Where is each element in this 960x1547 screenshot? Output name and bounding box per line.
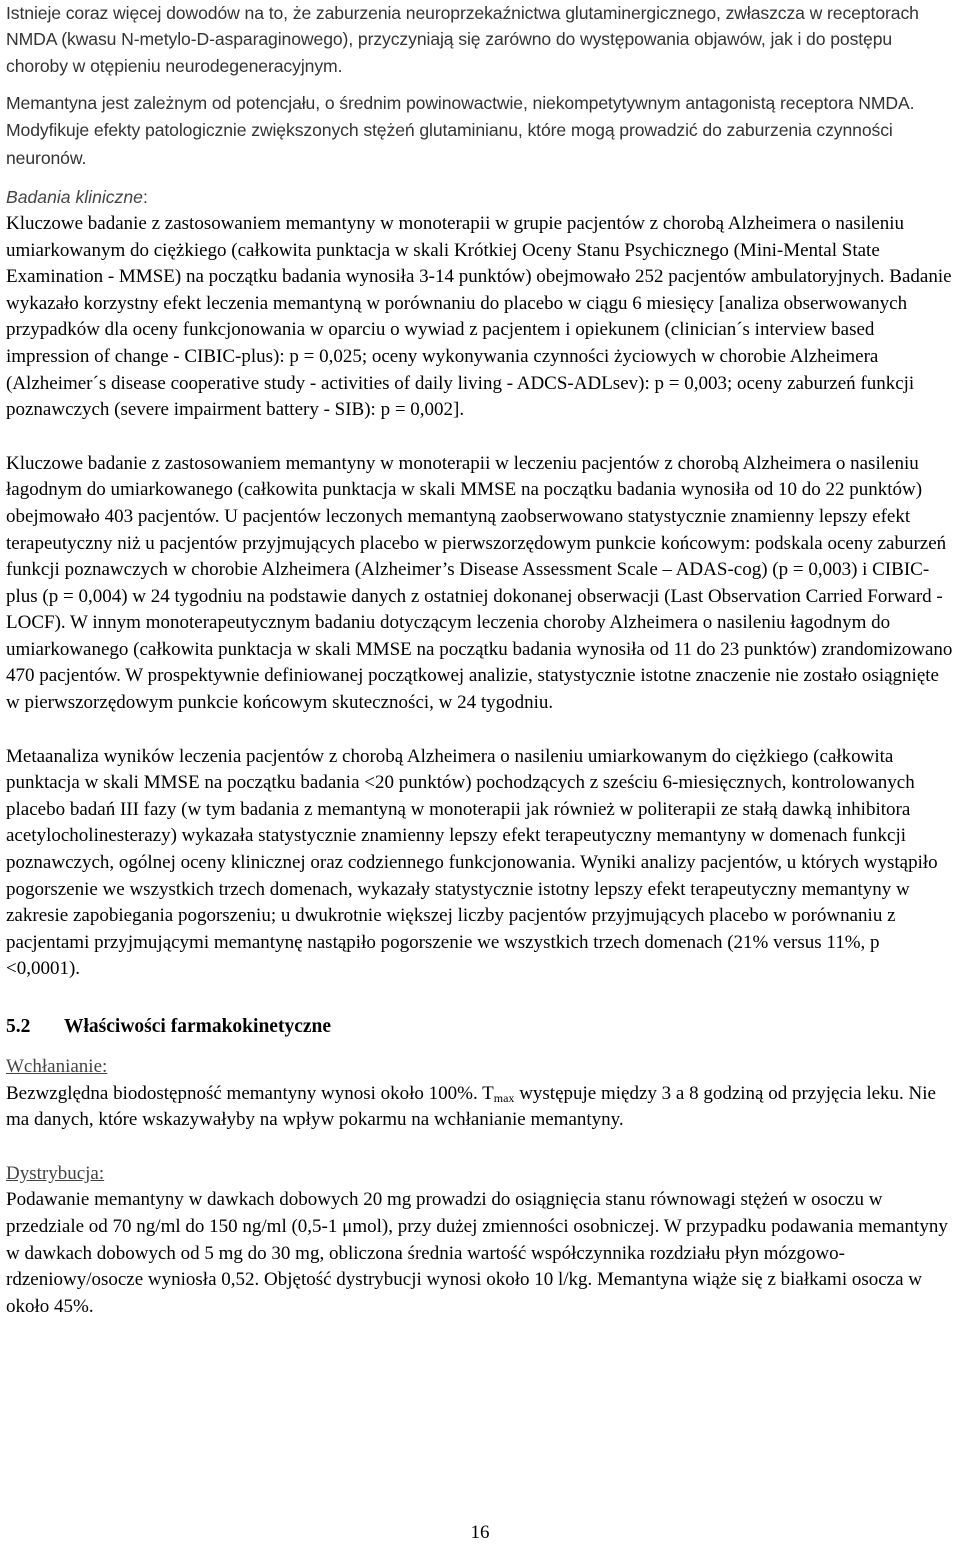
clinical-label-line (6, 184, 954, 211)
clinical-paragraph-3: Metaanaliza wyników leczenia pacjentów z chorobą Alzheimera o nasileniu umiarkowanym do ciężkiego (całkowita punktacja w skali MMSE na początku badania <20 punktów) pochodzących z sześciu 6-miesięcznych, kontrolowanych placebo badań III fazy (w tym badania z memantyną w monoterapii jak również w politerapii ze stałą dawką inhibitora acetylocholinesterazy) wykazała statystycznie znamienny lepszy efekt terapeutyczny memantyny w domenach funkcji poznawczych, ogólnej oceny klinicznej oraz codziennego funkcjonowania. Wyniki analizy pacjentów, u których wystąpiło pogorszenie we wszystkich trzech domenach, wykazały statystycznie istotny lepszy efekt terapeutyczny memantyny w zakresie zapobiegania pogorszeniu; u dwukrotnie większej liczby pacjentów przyjmujących placebo w porównaniu z pacjentami przyjmującymi memantynę nastąpiło pogorszenie we wszystkich trzech domenach (21% versus 11%, p <0,0001). (6, 745, 938, 980)
section-number: 5.2 (6, 1016, 31, 1038)
distribution-label: Dystrybucja: (6, 1162, 105, 1184)
absorption-label-line (6, 1054, 954, 1081)
intro-paragraph-1: Istnieje coraz więcej dowodów na to, że zaburzenia neuroprzekaźnictwa glutaminergicznego, zwłaszcza w receptorach NMDA (kwasu N-metylo-D-asparaginowego), przyczyniają się zarówno do występowania objawów, jak i do postępu choroby w otępieniu neurodegeneracyjnym. (6, 3, 919, 76)
absorption-paragraph (6, 1081, 954, 1134)
spacer (6, 717, 954, 744)
spacer (6, 172, 954, 184)
clinical-trials-label: Badania kliniczne (6, 187, 143, 208)
page-number: 16 (470, 1522, 490, 1543)
document-page (6, 0, 954, 1320)
absorption-subscript: max (493, 1090, 515, 1105)
clinical-paragraph-2: Kluczowe badanie z zastosowaniem memantyny w monoterapii w leczeniu pacjentów z chorobą Alzheimera o nasileniu łagodnym do umiarkowanego (całkowita punktacja w skali MMSE na początku badania wynosiła od 10 do 22 punktów) obejmowało 403 pacjentów. U pacjentów leczonych memantyną zaobserwowano statystycznie znamienny lepszy efekt terapeutyczny niż u pacjentów przyjmujących placebo w pierwszorzędowym punkcie końcowym: podskala oceny zaburzeń funkcji poznawczych w chorobie Alzheimera (Alzheimer’s Disease Assessment Scale – ADAS-cog) (p = 0,003) i CIBIC-plus (p = 0,004) w 24 tygodniu na podstawie danych z ostatniej dokonanej obserwacji (Last Observation Carried Forward - LOCF). W innym monoterapeutycznym badaniu dotyczącym leczenia choroby Alzheimera o nasileniu łagodnym do umiarkowanego (całkowita punktacja w skali MMSE na początku badania wynosiła od 11 do 23 punktów) zrandomizowano 470 pacjentów. W prospektywnie definiowanej początkowej analizie, statystycznie istotne znaczenie nie zostało osiągnięte w pierwszorzędowym punkcie końcowym skuteczności, w 24 tygodniu. (6, 452, 953, 714)
spacer (6, 1040, 954, 1054)
section-heading (6, 1013, 954, 1040)
clinical-paragraph-1: Kluczowe badanie z zastosowaniem memantyny w monoterapii w grupie pacjentów z chorobą Alzheimera o nasileniu umiarkowanym do ciężkiego (całkowita punktacja w skali Krótkiej Oceny Stanu Psychicznego (Mini-Mental State Examination - MMSE) na początku badania wynosiła 3-14 punktów) obejmowało 252 pacjentów ambulatoryjnych. Badanie wykazało korzystny efekt leczenia memantyną w porównaniu do placebo w ciągu 6 miesięcy [analiza obserwowanych przypadków dla oceny funkcjonowania w oparciu o wywiad z pacjentem i opiekunem (clinician´s interview based impression of change - CIBIC-plus): p = 0,025; oceny wykonywania czynności życiowych w chorobie Alzheimera (Alzheimer´s disease cooperative study - activities of daily living - ADCS-ADLsev): p = 0,003; oceny zaburzeń funkcji poznawczych (severe impairment battery - SIB): p = 0,002]. (6, 212, 952, 421)
absorption-label: Wchłanianie: (6, 1056, 108, 1078)
distribution-paragraph: Podawanie memantyny w dawkach dobowych 20 mg prowadzi do osiągnięcia stanu równowagi stężeń w osoczu w przedziale od 70 ng/ml do 150 ng/ml (0,5-1 μmol), przy dużej zmienności osobniczej. W przypadku podawania memantyny w dawkach dobowych od 5 mg do 30 mg, obliczona średnia wartość współczynnika rozdziału płyn mózgowo-rdzeniowy/osocze wyniosła 0,52. Objętość dystrybucji wynosi około 10 l/kg. Memantyna wiąże się z białkami osocza w około 45%. (6, 1189, 948, 1317)
clinical-trials-colon: : (142, 187, 148, 208)
spacer (6, 424, 954, 451)
section-title: Właściwości farmakokinetyczne (64, 1016, 332, 1038)
distribution-label-line (6, 1161, 954, 1188)
absorption-text-after: występuje między 3 a 8 godziną od przyjęcia leku. Nie ma danych, które wskazywałyby na wpływ pokarmu na wchłanianie memantyny. (6, 1082, 936, 1131)
spacer (6, 983, 954, 1013)
absorption-text-before: Bezwzględna biodostępność memantyny wynosi około 100%. T (6, 1082, 494, 1104)
spacer (6, 1134, 954, 1161)
spacer (6, 79, 954, 90)
intro-paragraph-2: Memantyna jest zależnym od potencjału, o średnim powinowactwie, niekompetytywnym antagonistą receptora NMDA. Modyfikuje efekty patologicznie zwiększonych stężeń glutaminianu, które mogą prowadzić do zaburzenia czynności neuronów. (6, 92, 915, 168)
